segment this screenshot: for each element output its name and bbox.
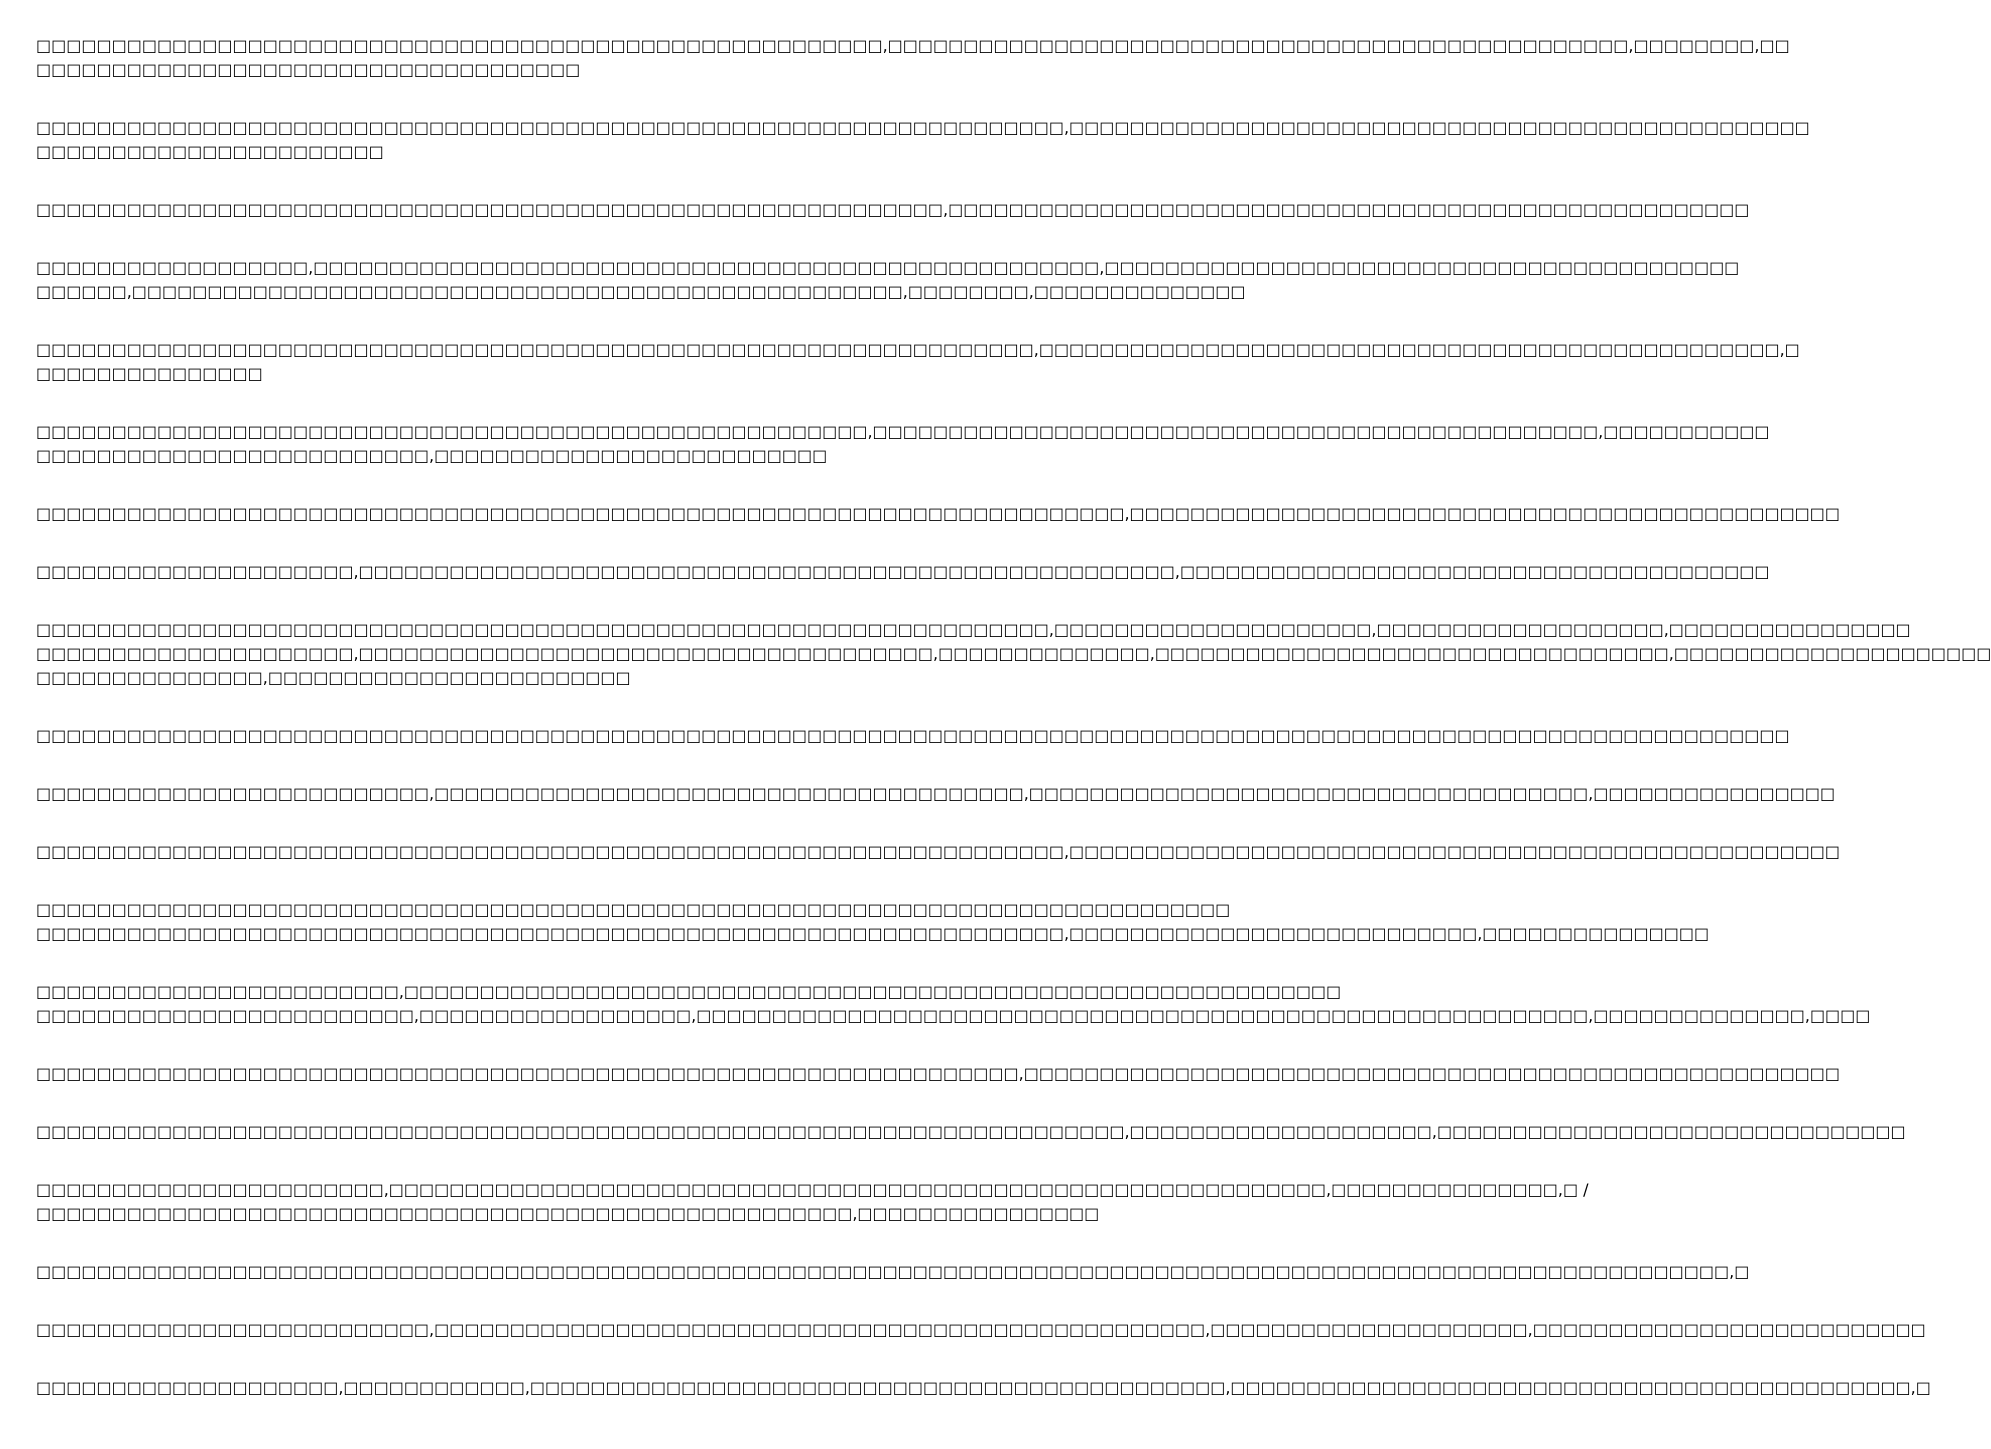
paragraph-2: □□□□□□□□□□□□□□□□□□□□□□□□□□□□□□□□□□□□□□□□□□□□□□□□□□□□□□□□□□□□□□□□□□□□,□□□□□□□□□□□□□□□□□□□□□□□□□□□□□□□□□□□□□□□□□□□□□□□□□ □□□□□□□□□□□□□□□□□□□□□□□ — [36, 118, 1810, 161]
paragraph-7: □□□□□□□□□□□□□□□□□□□□□□□□□□□□□□□□□□□□□□□□□□□□□□□□□□□□□□□□□□□□□□□□□□□□□□□□,□□□□□□□□□□□□□□□□□□□□□□□□□□□□□□□□□□□□□□□□□□□□□□□ — [36, 504, 1841, 523]
paragraph-1: □□□□□□□□□□□□□□□□□□□□□□□□□□□□□□□□□□□□□□□□□□□□□□□□□□□□□□□□,□□□□□□□□□□□□□□□□□□□□□□□□□□□□□□□□□□□□□□□□□□□□□□□□□,□□□□□□□□,□□ □□□□□□□□□□□□□□□□□□□□□□□□□□□□□□□□□□□□ — [36, 36, 1790, 79]
paragraph-6: □□□□□□□□□□□□□□□□□□□□□□□□□□□□□□□□□□□□□□□□□□□□□□□□□□□□□□□,□□□□□□□□□□□□□□□□□□□□□□□□□□□□□□□□□□□□□□□□□□□□□□□□,□□□□□□□□□□□ □□□□□□□□□□□□□□□□□□□□□□□□□□,□□□□□□□□□□□□□□□□□□□□□□□□□□ — [36, 422, 1770, 465]
paragraph-4: □□□□□□□□□□□□□□□□□□,□□□□□□□□□□□□□□□□□□□□□□□□□□□□□□□□□□□□□□□□□□□□□□□□□□□□,□□□□□□□□□□□□□□□□□□□□□□□□□□□□□□□□□□□□□□□□□□ □□□□□□,□□□□□□□□□□□□□□□□□□□□□□□□□□□□□□□□□□□□□□□□□□□□□□□□□□□,□□□□□□□□,□□□□□□□□□□□□□□ — [36, 258, 1740, 301]
paragraph-17: □□□□□□□□□□□□□□□□□□□□□□□,□□□□□□□□□□□□□□□□□□□□□□□□□□□□□□□□□□□□□□□□□□□□□□□□□□□□□□□□□□□□□□,□□□□□□□□□□□□□□□,□ / □□□□□□□□□□□□□□□□□□□□□□□□□□□□□□□□□□□□□□□□□□□□□□□□□□□□□□,□□□□□□□□□□□□□□□□ — [36, 1180, 1589, 1223]
paragraph-15: □□□□□□□□□□□□□□□□□□□□□□□□□□□□□□□□□□□□□□□□□□□□□□□□□□□□□□□□□□□□□□□□□,□□□□□□□□□□□□□□□□□□□□□□□□□□□□□□□□□□□□□□□□□□□□□□□□□□□□□□ — [36, 1064, 1841, 1083]
paragraph-20: □□□□□□□□□□□□□□□□□□□□,□□□□□□□□□□□□,□□□□□□□□□□□□□□□□□□□□□□□□□□□□□□□□□□□□□□□□□□□□□□,□□□□□□□□□□□□□□□□□□□□□□□□□□□□□□□□□□□□□□□□□□□□□,□ — [36, 1378, 1931, 1397]
paragraph-16: □□□□□□□□□□□□□□□□□□□□□□□□□□□□□□□□□□□□□□□□□□□□□□□□□□□□□□□□□□□□□□□□□□□□□□□□,□□□□□□□□□□□□□□□□□□□□,□□□□□□□□□□□□□□□□□□□□□□□□□□□□□□□ — [36, 1122, 1906, 1141]
paragraph-11: □□□□□□□□□□□□□□□□□□□□□□□□□□,□□□□□□□□□□□□□□□□□□□□□□□□□□□□□□□□□□□□□□□,□□□□□□□□□□□□□□□□□□□□□□□□□□□□□□□□□□□□□,□□□□□□□□□□□□□□□□ — [36, 784, 1836, 803]
paragraph-14: □□□□□□□□□□□□□□□□□□□□□□□□,□□□□□□□□□□□□□□□□□□□□□□□□□□□□□□□□□□□□□□□□□□□□□□□□□□□□□□□□□□□□□□ □□□□□□□□□□□□□□□□□□□□□□□□□,□□□□□□□□□□□□□□□□□□,□□□□□□□□□□□□□□□□□□□□□□□□□□□□□□□□□□□□□□□□□□□□□□□□□□□□□□□□□□□,□□□□□□□□□□□□□□,□□□□ — [36, 982, 1871, 1025]
paragraph-19: □□□□□□□□□□□□□□□□□□□□□□□□□□,□□□□□□□□□□□□□□□□□□□□□□□□□□□□□□□□□□□□□□□□□□□□□□□□□□□,□□□□□□□□□□□□□□□□□□□□□,□□□□□□□□□□□□□□□□□□□□□□□□□□ — [36, 1320, 1926, 1339]
paragraph-12: □□□□□□□□□□□□□□□□□□□□□□□□□□□□□□□□□□□□□□□□□□□□□□□□□□□□□□□□□□□□□□□□□□□□,□□□□□□□□□□□□□□□□□□□□□□□□□□□□□□□□□□□□□□□□□□□□□□□□□□□ — [36, 842, 1841, 861]
document-body — [36, 34, 1991, 1434]
paragraph-18: □□□□□□□□□□□□□□□□□□□□□□□□□□□□□□□□□□□□□□□□□□□□□□□□□□□□□□□□□□□□□□□□□□□□□□□□□□□□□□□□□□□□□□□□□□□□□□□□□□□□□□□□□□□□□□□□,□ — [36, 1262, 1750, 1281]
paragraph-8: □□□□□□□□□□□□□□□□□□□□□,□□□□□□□□□□□□□□□□□□□□□□□□□□□□□□□□□□□□□□□□□□□□□□□□□□□□□□,□□□□□□□□□□□□□□□□□□□□□□□□□□□□□□□□□□□□□□□ — [36, 562, 1770, 581]
paragraph-5: □□□□□□□□□□□□□□□□□□□□□□□□□□□□□□□□□□□□□□□□□□□□□□□□□□□□□□□□□□□□□□□□□□,□□□□□□□□□□□□□□□□□□□□□□□□□□□□□□□□□□□□□□□□□□□□□□□□□,□ □□□□□□□□□□□□□□□ — [36, 340, 1800, 383]
paragraph-3: □□□□□□□□□□□□□□□□□□□□□□□□□□□□□□□□□□□□□□□□□□□□□□□□□□□□□□□□□□□□,□□□□□□□□□□□□□□□□□□□□□□□□□□□□□□□□□□□□□□□□□□□□□□□□□□□□□ — [36, 200, 1750, 219]
paragraph-13: □□□□□□□□□□□□□□□□□□□□□□□□□□□□□□□□□□□□□□□□□□□□□□□□□□□□□□□□□□□□□□□□□□□□□□□□□□□□□□□ □□□□□□□□□□□□□□□□□□□□□□□□□□□□□□□□□□□□□□□□□□□□□□□□□□□□□□□□□□□□□□□□□□□□,□□□□□□□□□□□□□□□□□□□□□□□□□□□,□□□□□□□□□□□□□□□ — [36, 900, 1710, 943]
paragraph-10: □□□□□□□□□□□□□□□□□□□□□□□□□□□□□□□□□□□□□□□□□□□□□□□□□□□□□□□□□□□□□□□□□□□□□□□□□□□□□□□□□□□□□□□□□□□□□□□□□□□□□□□□□□□□□□□□□□□□ — [36, 726, 1790, 745]
paragraph-9: □□□□□□□□□□□□□□□□□□□□□□□□□□□□□□□□□□□□□□□□□□□□□□□□□□□□□□□□□□□□□□□□□□□,□□□□□□□□□□□□□□□□□□□□□,□□□□□□□□□□□□□□□□□□□,□□□□□□□□□□□□□□□□ □□□□□□□□□□□□□□□□□□□□□,□□□□□□□□□□□□□□□□□□□□□□□□□□□□□□□□□□□□□□,□□□□□□□□□□□□□□,□□□□□□□□□□□□□□□□□□□□□□□□□□□□□□□□□□,□□□□□□□□□□□□□□□□□□□□□ □□□□□□□□□□□□□□□,□□□□□□□□□□□□□□□□□□□□□□□□ — [36, 620, 1991, 687]
